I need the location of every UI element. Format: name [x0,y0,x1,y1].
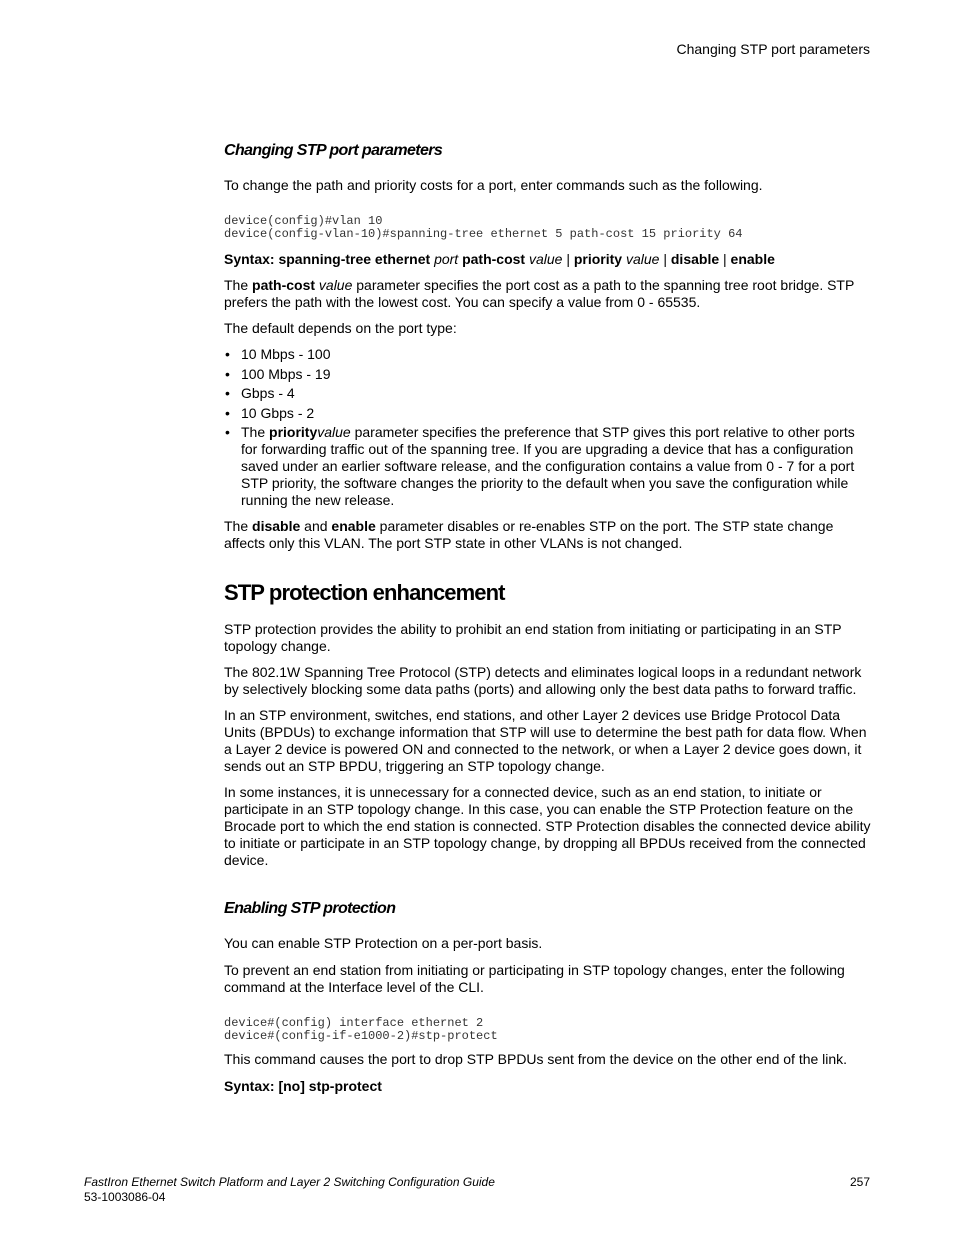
code-line: device#(config-if-e1000-2)#stp-protect [224,1029,498,1044]
code-line: device(config-vlan-10)#spanning-tree ethernet 5 path-cost 15 priority 64 [224,227,743,241]
syntax-line-stp-protect: Syntax: [no] stp-protect [224,1078,382,1095]
running-header: Changing STP port parameters [676,41,870,57]
port-type-list [224,346,872,509]
section-heading-enabling-stp-protection: Enabling STP protection [224,900,396,918]
page-content [224,141,872,1095]
list-item: • Gbps - 4 [225,385,295,402]
list-item-priority: • The priorityvalue parameter specifies the preference that STP gives this port relative to other ports for forwarding traffic out of the spanning tree. If you are upgrading a device that has a configuration saved under an earlier software release, and the configuration contains a value from 0 - 7 for a port STP priority, the software changes the priority to the default when you save the configuration while running the new release. [225,424,855,509]
list-item: • 100 Mbps - 19 [225,365,331,382]
path-cost-paragraph: The path-cost value parameter specifies the port cost as a path to the spanning tree root bridge. STP prefers the path with the lowest cost. You can specify a value from 0 - 65535. [224,277,855,310]
paragraph: You can enable STP Protection on a per-port basis. [224,935,543,952]
paragraph: In some instances, it is unnecessary for a connected device, such as an end station, to initiate or participate in an STP topology change. In this case, you can enable the STP Protection feature on the Brocade port to which the end station is connected. STP Protection disables the connected device ability to initiate or participate in an STP topology change, by dropping all BPDUs received from the connected device. [224,784,871,869]
default-depends-paragraph: The default depends on the port type: [224,320,457,336]
code-line: device#(config) interface ethernet 2 [224,1016,484,1031]
section-heading-stp-protection-enhancement: STP protection enhancement [224,580,505,606]
page-number: 257 [849,1175,870,1189]
code-block-vlan [224,215,872,241]
disable-enable-paragraph: The disable and enable parameter disables or re-enables STP on the port. The STP state change affects only this VLAN. The port STP state in other VLANs is not changed. [224,518,834,552]
paragraph: This command causes the port to drop STP BPDUs sent from the device on the other end of the link. [224,1051,848,1068]
code-block-stp-protect [224,1017,872,1043]
intro-paragraph: To change the path and priority costs for a port, enter commands such as the following. [224,177,763,193]
footer-document-title: FastIron Ethernet Switch Platform and Layer 2 Switching Configuration Guide [84,1175,495,1189]
list-item: • 10 Gbps - 2 [225,404,315,421]
footer-document-number: 53-1003086-04 [84,1190,166,1204]
code-line: device(config)#vlan 10 [224,214,383,228]
footer [84,1175,495,1205]
paragraph: The 802.1W Spanning Tree Protocol (STP) detects and eliminates logical loops in a redundant network by selectively blocking some data paths (ports) and allowing only the best data paths to forward traffic. [224,664,862,698]
paragraph: In an STP environment, switches, end stations, and other Layer 2 devices use Bridge Protocol Data Units (BPDUs) to exchange information that STP will use to determine the best path for data flow. When a Layer 2 device is powered ON and connected to the network, or when a Layer 2 device goes down, it sends out an STP BPDU, triggering an STP topology change. [224,707,867,775]
syntax-line-spanning-tree: Syntax: spanning-tree ethernet port path-cost value | priority value | disable | enable [224,251,775,267]
paragraph: To prevent an end station from initiating or participating in STP topology changes, enter the following command at the Interface level of the CLI. [224,962,845,996]
section-heading-changing-stp-port-parameters: Changing STP port parameters [224,142,443,159]
list-item: • 10 Mbps - 100 [225,346,331,362]
paragraph: STP protection provides the ability to prohibit an end station from initiating or participating in an STP topology change. [224,621,842,655]
